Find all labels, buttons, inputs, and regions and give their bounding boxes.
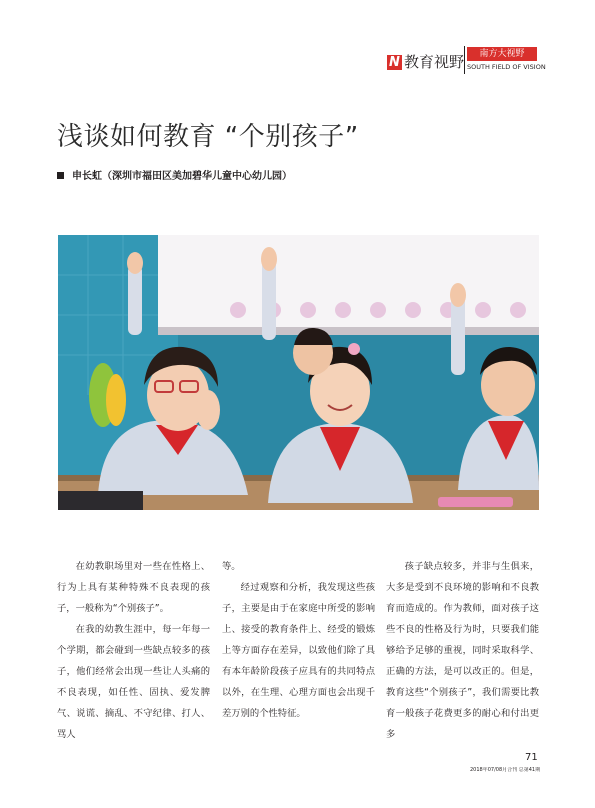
magazine-logo: N [387, 55, 402, 70]
byline [57, 170, 292, 183]
byline-author: 申长虹（深圳市福田区美加碧华儿童中心幼儿园） [72, 171, 292, 182]
paragraph: 孩子缺点较多，并非与生俱来，大多是受到不良环境的影响和不良教育而造成的。作为教师，面对孩子这些不良的性格及行为时，只要我们能够给予足够的重视，同时采取科学、正确的方法，是可以改正的。但是，教育这些“个别孩子”，我们需要比教育一般孩子花费更多的耐心和付出更多 [386, 561, 539, 740]
classroom-photo [58, 235, 539, 510]
paragraph: 等。 [222, 561, 241, 572]
header-divider [464, 46, 465, 74]
section-badge: 南方大视野 [467, 47, 537, 61]
issue-info: 2018年07/08月合刊 总第41期 [470, 767, 540, 773]
section-title: 教育视野 [404, 53, 465, 71]
text-column-1 [57, 556, 210, 745]
byline-square-icon [57, 172, 64, 179]
paragraph: 在幼教职场里对一些在性格上、行为上具有某种特殊不良表现的孩子，一般称为“个别孩子”。 [57, 561, 210, 614]
article-title: 浅谈如何教育 “个别孩子” [57, 122, 359, 152]
paragraph: 经过观察和分析，我发现这些孩子，主要是由于在家庭中所受的影响上、接受的教育条件上、经受的锻炼上等方面存在差异，以致他们除了具有本年龄阶段孩子应具有的共同特点以外，在生理、心理方面也会出现千差万别的个性特征。 [222, 582, 375, 719]
classroom-photo-illustration [58, 235, 539, 510]
text-column-2 [222, 556, 375, 724]
section-badge-english: SOUTH FIELD OF VISION [467, 63, 546, 71]
page-number: 71 [525, 752, 538, 763]
text-column-3 [386, 556, 539, 745]
paragraph: 在我的幼教生涯中，每一年每一个学期，都会碰到一些缺点较多的孩子，他们经常会出现一些让人头痛的不良表现，如任性、固执、爱发脾气、说谎、摘乱、不守纪律、打人、骂人 [57, 624, 210, 740]
